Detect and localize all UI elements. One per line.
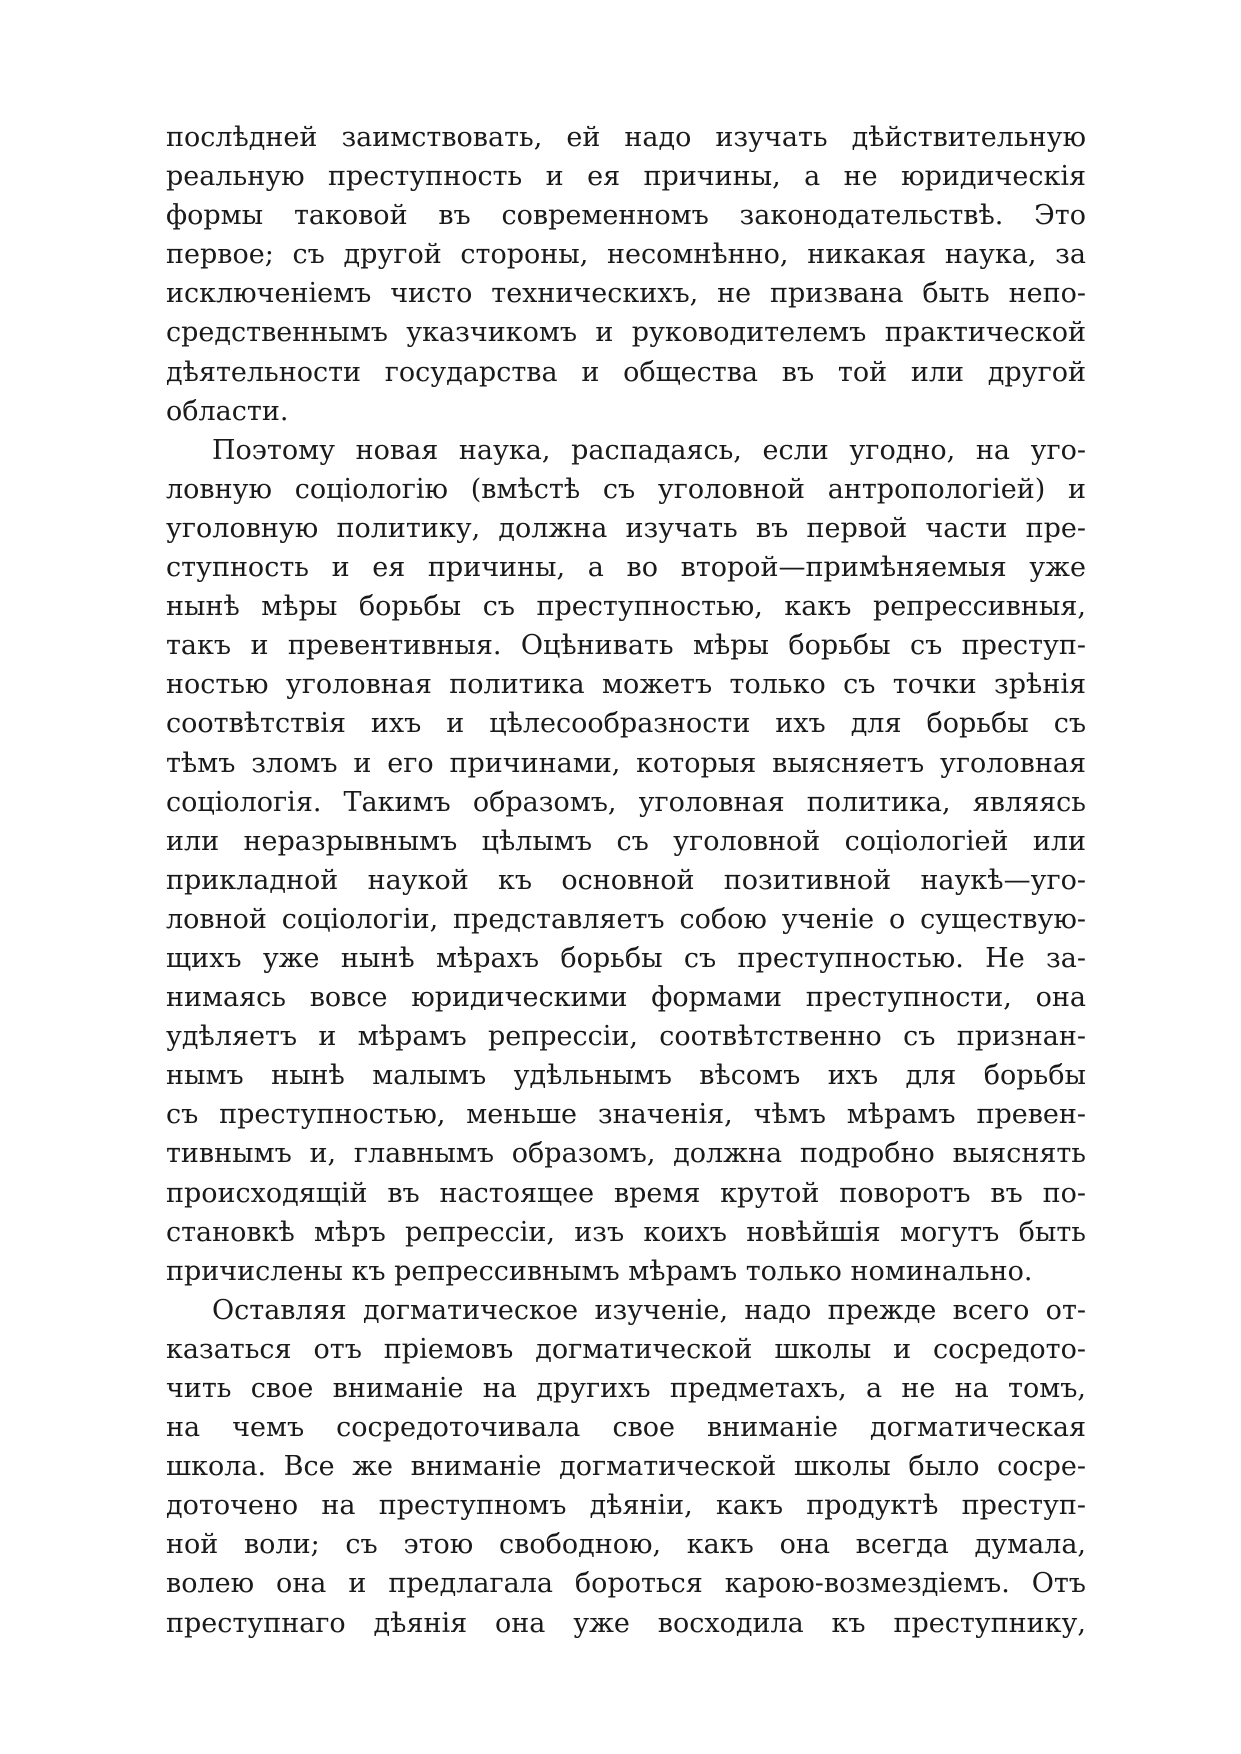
text-line: происходящій въ настоящее время крутой поворотъ въ по- [166,1177,1086,1209]
text-line: нымъ нынѣ малымъ удѣльнымъ вѣсомъ ихъ для борьбы [166,1060,1086,1092]
text-line: средственнымъ указчикомъ и руководителемъ практической [166,317,1086,349]
text-line: съ преступностью, меньше значенія, чѣмъ мѣрамъ превен- [166,1099,1086,1131]
paragraph-3 [166,1291,1086,1643]
text-line: исключеніемъ чисто техническихъ, не призвана быть непо- [166,278,1086,310]
text-line: Поэтому новая наука, распадаясь, если угодно, на уго- [212,434,1086,466]
text-line: ностью уголовная политика можетъ только съ точки зрѣнія [166,669,1086,701]
text-line: ловную соціологію (вмѣстѣ съ уголовной антропологіей) и [166,473,1086,505]
text-line: реальную преступность и ея причины, а не юридическія [166,161,1086,193]
text-line: прикладной наукой къ основной позитивной наукѣ—уго- [166,864,1086,896]
text-line: чить свое вниманіе на другихъ предметахъ, а не на томъ, [166,1373,1086,1404]
text-line: казаться отъ пріемовъ догматической школы и сосредото- [166,1333,1086,1365]
text-line: соотвѣтствія ихъ и цѣлесообразности ихъ для борьбы съ [166,708,1086,740]
text-line: послѣдней заимствовать, ей надо изучать дѣйствительную [166,122,1086,153]
text-line: нимаясь вовсе юридическими формами преступности, она [166,982,1086,1014]
text-line: на чемъ сосредоточивала свое вниманіе догматическая [166,1412,1086,1444]
text-line: Оставляя догматическое изученіе, надо прежде всего от- [212,1294,1086,1326]
text-line: волею она и предлагала бороться карою-возмездіемъ. Отъ [166,1568,1086,1600]
paragraph-2 [166,431,1086,1291]
text-line: тивнымъ и, главнымъ образомъ, должна подробно выяснять [166,1138,1086,1170]
text-line: формы таковой въ современномъ законодательствѣ. Это [166,200,1086,232]
text-line: тѣмъ зломъ и его причинами, которыя выясняетъ уголовная [166,747,1086,779]
text-line: нынѣ мѣры борьбы съ преступностью, какъ репрессивныя, [166,591,1086,623]
text-line: удѣляетъ и мѣрамъ репрессіи, соотвѣтственно съ признан- [166,1021,1086,1053]
text-line: щихъ уже нынѣ мѣрахъ борьбы съ преступностью. Не за- [166,942,1086,974]
text-line: уголовную политику, должна изучать въ первой части пре- [166,512,1086,544]
text-line: ступность и ея причины, а во второй—примѣняемыя уже [166,552,1086,584]
text-line: или неразрывнымъ цѣлымъ съ уголовной соціологіей или [166,825,1086,857]
text-line: ной воли; съ этою свободною, какъ она всегда думала, [166,1529,1086,1561]
text-line: соціологія. Такимъ образомъ, уголовная политика, являясь [166,786,1086,818]
text-line: школа. Все же вниманіе догматической школы было сосре- [166,1451,1086,1483]
text-line: такъ и превентивныя. Оцѣнивать мѣры борьбы съ преступ- [166,630,1086,662]
text-line: области. [166,395,289,427]
text-line: ловной соціологіи, представляетъ собою ученіе о существую- [166,903,1086,935]
text-line: преступнаго дѣянія она уже восходила къ преступнику, [166,1607,1086,1639]
text-line: первое; съ другой стороны, несомнѣнно, никакая наука, за [166,239,1086,271]
text-line: доточено на преступномъ дѣяніи, какъ продуктѣ преступ- [166,1490,1086,1522]
text-line: причислены къ репрессивнымъ мѣрамъ только номинально. [166,1255,1033,1287]
body-text [166,118,1086,1643]
text-line: дѣятельности государства и общества въ той или другой [166,356,1086,388]
paragraph-1 [166,118,1086,431]
text-line: становкѣ мѣръ репрессіи, изъ коихъ новѣйшія могутъ быть [166,1216,1086,1248]
